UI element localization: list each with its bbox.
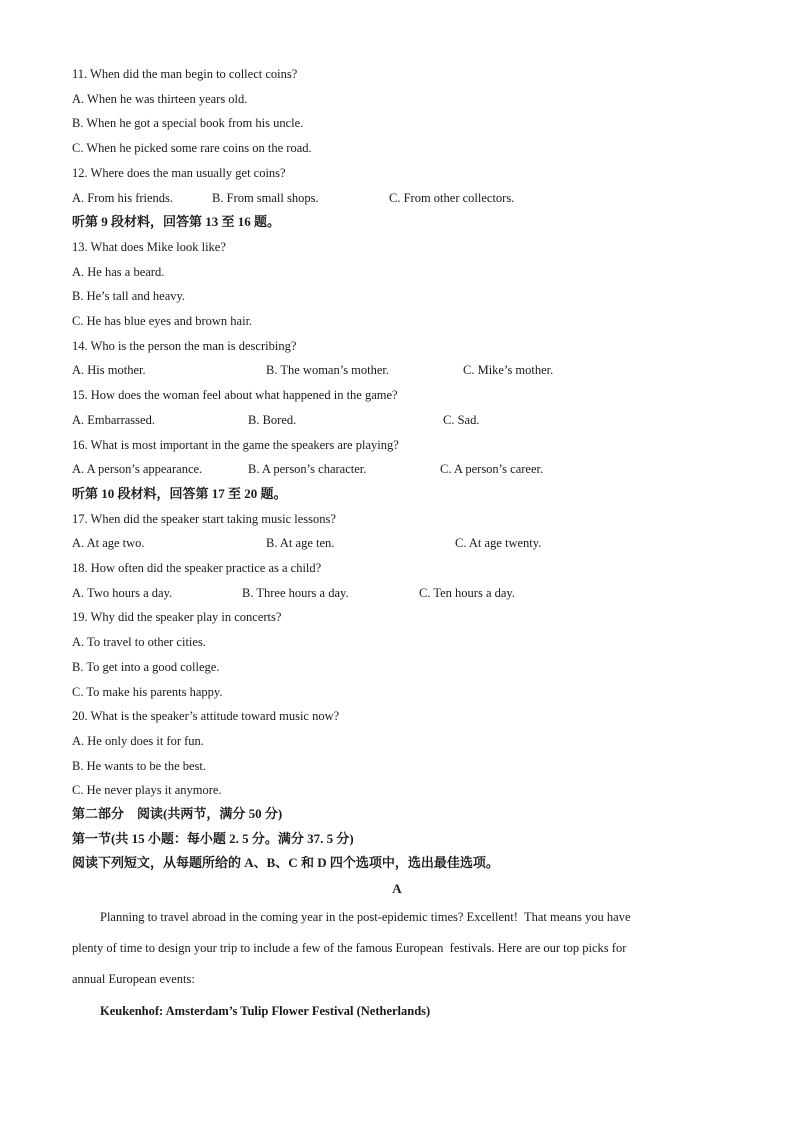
passage-line-1: Planning to travel abroad in the coming year in the post-epidemic times? Excellent! That means you have: [100, 910, 631, 924]
question-20-option-a: A. He only does it for fun.: [72, 734, 204, 748]
question-15-option-a: A. Embarrassed.: [72, 413, 155, 427]
question-13-stem: 13. What does Mike look like?: [72, 240, 226, 254]
question-13-option-c: C. He has blue eyes and brown hair.: [72, 314, 253, 328]
question-15-option-b: B. Bored.: [248, 413, 297, 427]
question-13-option-b: B. He’s tall and heavy.: [72, 289, 186, 303]
section-9-heading: 听第 9 段材料，回答第 13 至 16 题。: [72, 214, 281, 229]
question-15-option-c: C. Sad.: [443, 413, 480, 427]
question-14-option-b: B. The woman’s mother.: [266, 363, 390, 377]
question-19-option-a: A. To travel to other cities.: [72, 635, 206, 649]
question-18-option-b: B. Three hours a day.: [242, 586, 349, 600]
question-14-option-c: C. Mike’s mother.: [463, 363, 554, 377]
question-12-stem: 12. Where does the man usually get coins?: [72, 166, 286, 180]
passage-label: A: [392, 881, 402, 896]
question-18-stem: 18. How often did the speaker practice as a child?: [72, 561, 322, 575]
part-2-title: 第二部分 阅读(共两节，满分 50 分): [72, 806, 283, 821]
question-18-option-c: C. Ten hours a day.: [419, 586, 515, 600]
question-17-option-b: B. At age ten.: [266, 536, 335, 550]
question-17-option-c: C. At age twenty.: [455, 536, 542, 550]
question-11-option-a: A. When he was thirteen years old.: [72, 92, 248, 106]
question-11-option-c: C. When he picked some rare coins on the road.: [72, 141, 312, 155]
question-16-option-c: C. A person’s career.: [440, 462, 544, 476]
question-13-option-a: A. He has a beard.: [72, 265, 165, 279]
question-16-option-a: A. A person’s appearance.: [72, 462, 203, 476]
passage-line-3: annual European events:: [72, 972, 195, 986]
question-17-option-a: A. At age two.: [72, 536, 145, 550]
question-20-stem: 20. What is the speaker’s attitude toward music now?: [72, 709, 340, 723]
question-11-stem: 11. When did the man begin to collect coins?: [72, 67, 298, 81]
question-20-option-c: C. He never plays it anymore.: [72, 783, 222, 797]
question-14-stem: 14. Who is the person the man is describing?: [72, 339, 297, 353]
question-15-stem: 15. How does the woman feel about what happened in the game?: [72, 388, 398, 402]
question-19-option-b: B. To get into a good college.: [72, 660, 220, 674]
question-17-stem: 17. When did the speaker start taking music lessons?: [72, 512, 336, 526]
question-19-option-c: C. To make his parents happy.: [72, 685, 223, 699]
section-10-heading: 听第 10 段材料，回答第 17 至 20 题。: [72, 486, 287, 501]
festival-heading: Keukenhof: Amsterdam’s Tulip Flower Festival (Netherlands): [100, 1004, 431, 1018]
question-16-stem: 16. What is most important in the game the speakers are playing?: [72, 438, 399, 452]
question-14-option-a: A. His mother.: [72, 363, 146, 377]
question-19-stem: 19. Why did the speaker play in concerts?: [72, 610, 282, 624]
question-16-option-b: B. A person’s character.: [248, 462, 367, 476]
question-12-option-a: A. From his friends.: [72, 191, 174, 205]
reading-instruction: 阅读下列短文，从每题所给的 A、B、C 和 D 四个选项中，选出最佳选项。: [72, 855, 499, 870]
question-11-option-b: B. When he got a special book from his uncle.: [72, 116, 304, 130]
passage-line-2: plenty of time to design your trip to include a few of the famous European festivals. Here are our top picks for: [72, 941, 627, 955]
question-18-option-a: A. Two hours a day.: [72, 586, 173, 600]
question-12-option-c: C. From other collectors.: [389, 191, 515, 205]
question-20-option-b: B. He wants to be the best.: [72, 759, 207, 773]
question-12-option-b: B. From small shops.: [212, 191, 319, 205]
section-1-title: 第一节(共 15 小题：每小题 2. 5 分。满分 37. 5 分): [72, 831, 354, 846]
